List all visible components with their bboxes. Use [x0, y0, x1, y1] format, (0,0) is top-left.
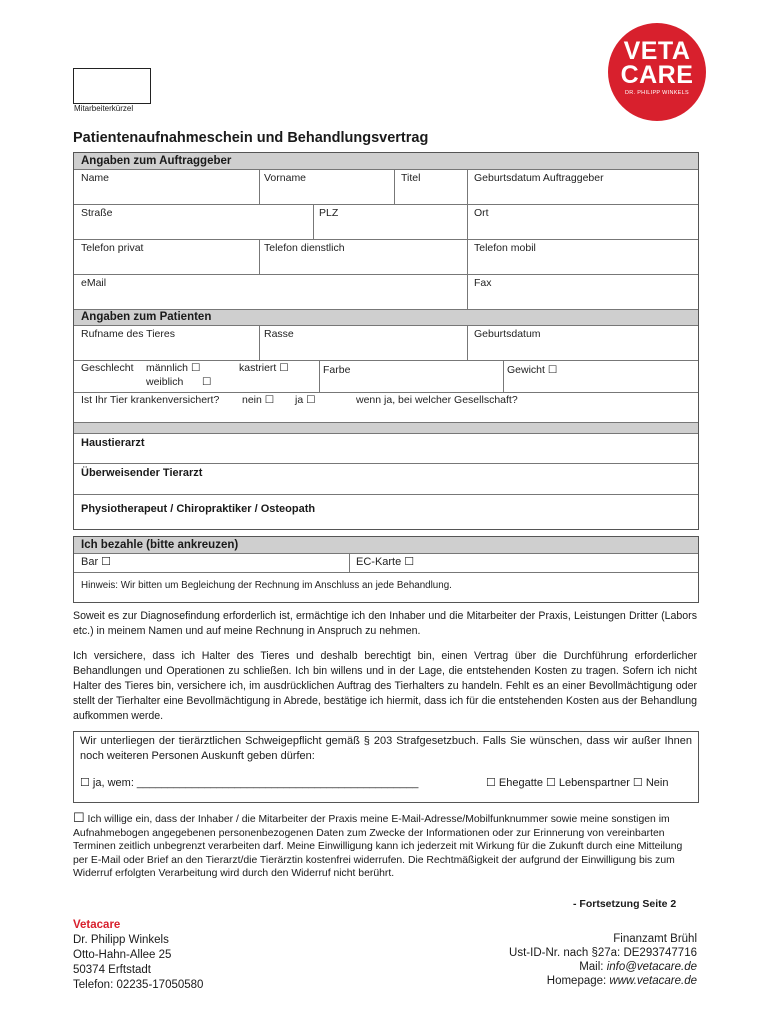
field-haustierarzt[interactable]: Haustierarzt [81, 437, 145, 449]
footer-homepage-row [470, 974, 697, 988]
field-plz[interactable]: PLZ [319, 207, 339, 219]
field-ort[interactable]: Ort [474, 207, 489, 219]
footer-finanzamt: Finanzamt Brühl [613, 933, 697, 945]
section-header-zahlung: Ich bezahle (bitte ankreuzen) [74, 537, 698, 553]
field-geburtsdatum-auftraggeber[interactable]: Geburtsdatum Auftraggeber [474, 172, 604, 184]
footer-mail-label: Mail: [579, 961, 607, 973]
consent-text: Ich willige ein, dass der Inhaber / die Mitarbeiter der Praxis meine E-Mail-Adresse/Mobilfunknummer sowie meine sonstigen im Aufnahmebogen angegebenen personenbezogenen Daten zum Zwecke der Informationen oder zur Erinnerung von vereinbarten Terminen zeitlich unbegrenzt verarbeiten darf. Meine Einwilligung kann ich jederzeit mit Wirkung für die Zukunft durch eine Mitteilung per E-Mail oder Brief an den Tierarzt/die Tierärztin kostenfrei widerrufen. Die Rechtmäßigkeit der aufgrund der Einwilligung bis zum Widerruf erfolgten Verarbeitung wird durch den Widerruf nicht berührt. [73, 814, 683, 879]
field-rasse[interactable]: Rasse [264, 328, 294, 340]
footer-name: Dr. Philipp Winkels [73, 934, 169, 946]
consent-section [73, 811, 697, 881]
field-telefon-dienstlich[interactable]: Telefon dienstlich [264, 242, 345, 254]
checkbox-versichert-nein[interactable]: nein ☐ [242, 394, 275, 406]
schweigepflicht-text: Wir unterliegen der tierärztlichen Schweigepflicht gemäß § 203 Strafgesetzbuch. Falls Sie wünschen, dass wir außer Ihnen noch weiteren Personen Auskunft geben dürfen: [80, 735, 692, 762]
footer-phone: Telefon: 02235-17050580 [73, 979, 204, 991]
paragraph-versicherung-text: Ich versichere, dass ich Halter des Tieres und deshalb berechtigt bin, einen Vertrag über die Durchführung erforderlicher Behandlungen und Operationen zu schließen. Ich bin willens und in der Lage, die entstehenden Kosten zu tragen. Sofern ich nicht Halter des Tieres bin, versichere ich, im ausdrücklichen Auftrag des Tierhalters zu handeln. Fehlt es an einer Bevollmächtigung oder stellt der Tierhalter eine Bevollmächtigung in Abrede, bestätige ich hiermit, dass ich für die entstehenden Kosten aus der Behandlung aufkommen werde. [73, 650, 697, 722]
logo-line-1: VETA [623, 37, 691, 65]
field-telefon-privat[interactable]: Telefon privat [81, 242, 144, 254]
label-geschlecht: Geschlecht [81, 362, 134, 374]
kuerzel-label: Mitarbeiterkürzel [74, 104, 134, 113]
field-strasse[interactable]: Straße [81, 207, 113, 219]
footer-legal [470, 932, 697, 988]
schweigepflicht-box [73, 731, 699, 803]
footer-ustid: Ust-ID-Nr. nach §27a: DE293747716 [509, 947, 697, 959]
field-gesellschaft[interactable]: wenn ja, bei welcher Gesellschaft? [356, 394, 518, 406]
footer-company: Vetacare [73, 919, 121, 931]
paragraph-diagnose-text: Soweit es zur Diagnosefindung erforderlich ist, ermächtige ich den Inhaber und die Mitarbeiter der Praxis, Leistungen Dritter (Labors etc.) in meinem Namen und auf meine Rechnung in Anspruch zu nehmen. [73, 610, 697, 637]
checkbox-ec-karte[interactable]: EC-Karte ☐ [356, 556, 415, 568]
footer-homepage-label: Homepage: [546, 975, 610, 987]
main-form [73, 152, 699, 530]
logo-line-2: CARE [620, 61, 694, 89]
checkbox-kastriert[interactable]: kastriert ☐ [239, 362, 289, 374]
field-titel[interactable]: Titel [401, 172, 421, 184]
checkbox-einwilligung[interactable]: ☐ [73, 810, 85, 825]
footer-city: 50374 Erftstadt [73, 964, 151, 976]
field-fax[interactable]: Fax [474, 277, 492, 289]
footer-address [73, 918, 203, 993]
section-spacer [74, 423, 698, 433]
hinweis-text: Hinweis: Wir bitten um Begleichung der Rechnung im Anschluss an jede Behandlung. [81, 580, 452, 591]
field-geburtsdatum-tier[interactable]: Geburtsdatum [474, 328, 541, 340]
footer-homepage-link[interactable]: www.vetacare.de [609, 975, 697, 987]
footer-street: Otto-Hahn-Allee 25 [73, 949, 172, 961]
field-name[interactable]: Name [81, 172, 110, 184]
checkbox-maennlich[interactable]: männlich ☐ [146, 362, 201, 374]
checkbox-weiblich[interactable]: ☐ [202, 376, 212, 388]
continuation-note: - Fortsetzung Seite 2 [573, 898, 677, 910]
section-header-auftraggeber: Angaben zum Auftraggeber [74, 153, 698, 169]
paragraph-diagnose [73, 609, 697, 639]
section-header-patient: Angaben zum Patienten [74, 310, 698, 325]
field-ueberweisender-tierarzt[interactable]: Überweisender Tierarzt [81, 467, 203, 479]
label-krankenversichert: Ist Ihr Tier krankenversichert? [81, 394, 220, 406]
vetacare-logo [608, 23, 706, 121]
checkbox-versichert-ja[interactable]: ja ☐ [295, 394, 316, 406]
page-title: Patientenaufnahmeschein und Behandlungsvertrag [73, 130, 429, 146]
field-physiotherapeut[interactable]: Physiotherapeut / Chiropraktiker / Osteopath [81, 503, 316, 515]
logo-subtitle: DR. PHILIPP WINKELS [625, 90, 689, 96]
footer-mail-link[interactable]: info@vetacare.de [606, 961, 697, 973]
field-email[interactable]: eMail [81, 277, 107, 289]
label-weiblich: weiblich [146, 376, 184, 388]
checkbox-group-personen[interactable]: ☐ Ehegatte ☐ Lebenspartner ☐ Nein [486, 777, 669, 789]
checkbox-gewicht[interactable]: Gewicht ☐ [507, 364, 558, 376]
payment-section [73, 536, 699, 603]
field-telefon-mobil[interactable]: Telefon mobil [474, 242, 536, 254]
field-rufname[interactable]: Rufname des Tieres [81, 328, 175, 340]
field-vorname[interactable]: Vorname [264, 172, 307, 184]
kuerzel-field[interactable] [73, 68, 151, 104]
paragraph-versicherung [73, 649, 697, 724]
checkbox-bar[interactable]: Bar ☐ [81, 556, 112, 568]
footer-mail-row [470, 960, 697, 974]
field-farbe[interactable]: Farbe [323, 364, 351, 376]
checkbox-ja-wem[interactable]: ☐ ja, wem: ______________________________________________ [80, 777, 419, 789]
